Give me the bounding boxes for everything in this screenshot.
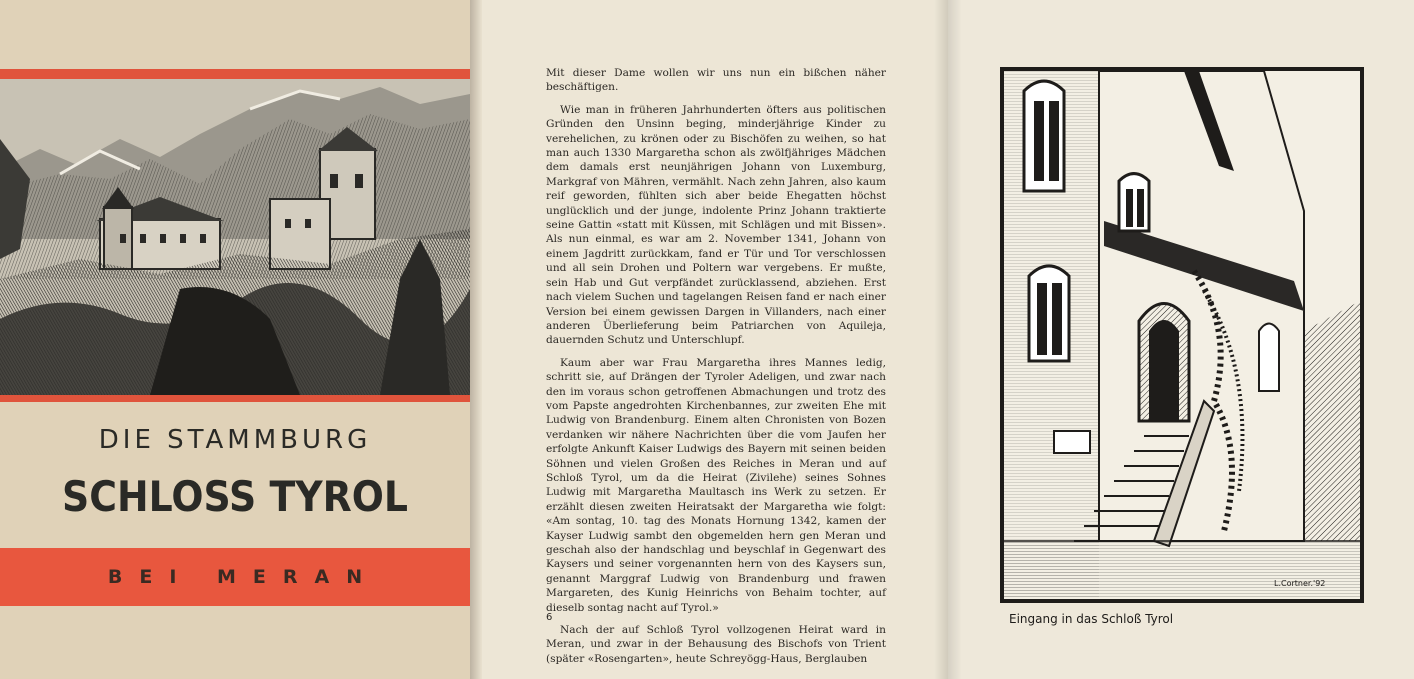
cover-subtitle: BEI MERAN bbox=[107, 566, 380, 588]
cover-title-main: SCHLOSS TYROL bbox=[62, 472, 408, 521]
booklet-cover bbox=[0, 0, 470, 679]
cover-red-band-bottom bbox=[0, 548, 470, 606]
page-number: 6 bbox=[546, 612, 553, 623]
paragraph-4: Nach der auf Schloß Tyrol vollzogenen Heirat ward in Meran, und zwar in der Behausung des Bischofs von Trient (später «Rosengarten», heute Schreyögg-Haus, Berglauben bbox=[546, 624, 886, 665]
cover-red-band-middle bbox=[0, 395, 470, 402]
castle-entrance-drawing-frame bbox=[1000, 67, 1364, 603]
castle-landscape-engraving bbox=[0, 79, 470, 395]
cover-title-line1: DIE STAMMBURG bbox=[98, 425, 372, 455]
artist-signature: L.Cortner.'92 bbox=[1274, 579, 1326, 588]
text-page bbox=[482, 0, 948, 679]
paragraph-1: Mit dieser Dame wollen wir uns nun ein bißchen näher beschäftigen. bbox=[546, 67, 886, 94]
cover-red-band-top bbox=[0, 69, 470, 79]
illustration-caption: Eingang in das Schloß Tyrol bbox=[1009, 612, 1174, 626]
paragraph-3: Kaum aber war Frau Margaretha ihres Mannes ledig, schritt sie, auf Drängen der Tyroler Adeligen, und zwar nach den im voraus schon getroffenen Abmachungen und trotz des vom Papste angedrohten Kirchenbannes, zur zweiten Ehe mit Ludwig von Brandenburg. Einem alten Chronisten von Bozen verdanken wir nähere Nachrichten über die vom Jaufen her erfolgte Ankunft Kaiser Ludwigs des Bayern mit seinen beiden Söhnen und vielen Großen des Reiches in Meran und auf Schloß Tyrol, um da die Heirat (Zivilehe) seines Sohnes Ludwig mit Margaretha Maultasch ins Werk zu setzen. Er erzählt diesen zweiten Heiratsakt der Margaretha wie folgt: «Am sontag, 10. tag des Monats Hornung 1342, kamen der Kayser Ludwig sambt den obgemelden hern gen Meran und geschah also der handschlag und beyschlaf in Gegenwart des Kaysers und seiner vorgenannten hern von des Kaysers sun, genannt Marggraf Ludwig von Brandenburg und frawen Margareten, des Kunig Heinrichs von Behaim tochter, auf dieselb sontag nacht auf Tyrol.» bbox=[546, 356, 886, 614]
paragraph-2: Wie man in früheren Jahrhunderten öfters aus politischen Gründen den Unsinn beging, minderjährige Kinder zu verehelichen, zu krönen oder zu Bischöfen zu weihen, so hat man auch 1330 Margaretha schon als zwölfjähriges Mädchen dem damals erst neunjährigen Johann von Luxemburg, Markgraf von Mähren, vermählt. Nach zehn Jahren, also kaum reif geworden, fühlten sich aber beide Ehegatten höchst unglücklich und der junge, indolente Prinz Johann traktierte seine Gattin «statt mit Küssen, mit Schlägen und mit Bissen». Als nun einmal, es war am 2. November 1341, Johann von einem Jagdritt zurückkam, fand er Tür und Tor verschlossen und all sein Drohen und Poltern war vergebens. Er mußte, sein Hab und Gut verpfändet zurücklassend, abziehen. Erst nach vielem Suchen und tagelangen Reisen fand er nach einer Version bei einem gewissen Dargen in Villanders, nach einer anderen Überlieferung beim Patriarchen von Aquileja, dauernden Schutz und Unterschlupf. bbox=[546, 103, 886, 347]
castle-entrance-drawing bbox=[1004, 71, 1360, 599]
booklet-gutter bbox=[470, 0, 482, 679]
illustration-page bbox=[948, 0, 1414, 679]
body-text bbox=[546, 66, 886, 674]
